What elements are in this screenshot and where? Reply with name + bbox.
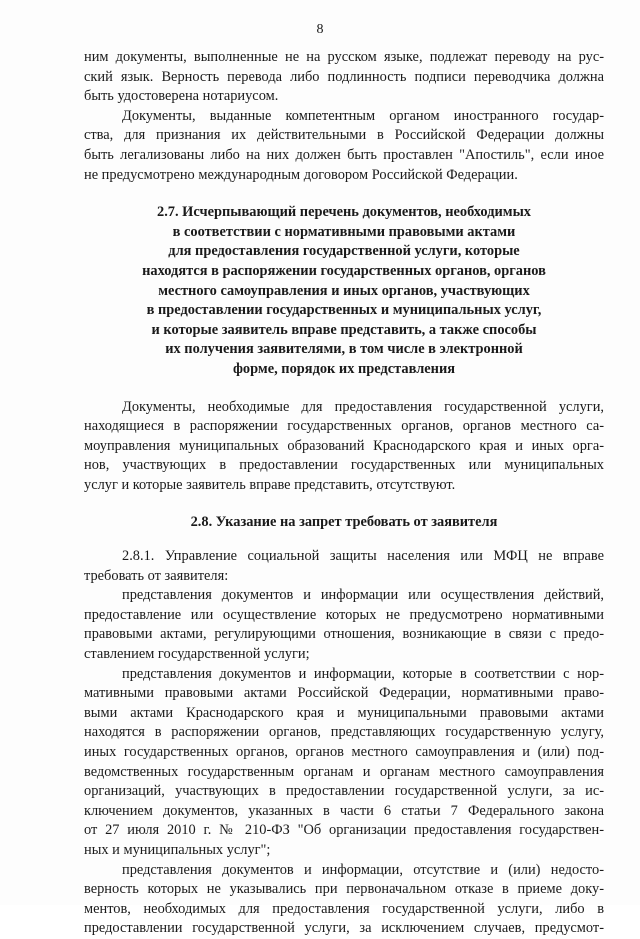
- text-line: ский язык. Верность перевода либо подлинность подписи переводчика должна: [84, 68, 604, 85]
- document-body: [84, 48, 604, 939]
- paragraph: [84, 48, 604, 107]
- text-line: не предусмотрено международным договором Российской Федерации.: [84, 166, 518, 183]
- heading-line: форме, порядок их представления: [232, 360, 456, 377]
- text-line: ведомственных государственным органам и органам местного самоуправления: [84, 763, 604, 780]
- text-line: 2.8.1. Управление социальной защиты населения или МФЦ не вправе: [122, 548, 604, 565]
- text-line: находящиеся в распоряжении государственных органов, органов местного са-: [84, 418, 604, 435]
- text-line: представления документов и информации, отсутствие и (или) недосто-: [122, 861, 604, 878]
- section-heading-2-8: [84, 513, 604, 533]
- paragraph: [84, 107, 604, 185]
- text-line: Документы, выданные компетентным органом иностранного государ-: [122, 107, 604, 124]
- text-line: нов, участвующих в предоставлении государственных или муниципальных: [84, 457, 604, 474]
- text-line: мативными правовыми актами Российской Федерации, нормативными право-: [84, 685, 604, 702]
- heading-line: в предоставлении государственных и муниципальных услуг,: [146, 302, 542, 319]
- paragraph: [84, 547, 604, 586]
- text-line: ства, для признания их действительными в Российской Федерации должны: [84, 127, 604, 144]
- page-number: 8: [316, 22, 324, 37]
- paragraph: [84, 861, 604, 939]
- heading-line: местного самоуправления и иных органов, участвующих: [158, 282, 530, 299]
- paragraph: [84, 665, 604, 861]
- text-line: предоставлении государственной услуги, за исключением случаев, предусмот-: [84, 920, 604, 937]
- text-line: организаций, участвующих в предоставлении государственной услуги, за ис-: [84, 783, 604, 800]
- text-line: верность которых не указывались при первоначальном отказе в приеме доку-: [84, 881, 604, 898]
- heading-line: находятся в распоряжении государственных органов, органов: [142, 262, 546, 279]
- text-line: выми актами Краснодарского края и муниципальными правовыми актами: [84, 704, 604, 721]
- heading-line: их получения заявителями, в том числе в электронной: [165, 341, 523, 358]
- text-line: представления документов и информации или осуществления действий,: [122, 587, 604, 604]
- text-line: предоставление или осуществление которых не предусмотрено нормативными: [84, 606, 604, 623]
- section-heading-2-7: [84, 203, 604, 379]
- heading-line: для предоставления государственной услуги, которые: [168, 243, 520, 260]
- text-line: Документы, необходимые для предоставления государственной услуги,: [122, 398, 604, 415]
- text-line: от 27 июля 2010 г. № 210-ФЗ "Об организации предоставления государствен-: [84, 822, 604, 839]
- text-line: ментов, необходимых для предоставления государственной услуги, либо в: [84, 900, 604, 917]
- text-line: быть удостоверена нотариусом.: [84, 88, 279, 105]
- text-line: ним документы, выполненные не на русском языке, подлежат переводу на рус-: [84, 49, 604, 65]
- text-line: иных государственных органов, органов местного самоуправления и (или) под-: [84, 744, 604, 760]
- text-line: услуг и которые заявитель вправе представить, отсутствуют.: [84, 476, 456, 493]
- text-line: требовать от заявителя:: [84, 567, 229, 584]
- text-line: представления документов и информации, которые в соответствии с нор-: [122, 665, 604, 682]
- paragraph: [84, 398, 604, 496]
- heading-line: в соответствии с нормативными правовыми актами: [172, 223, 516, 240]
- text-line: правовыми актами, регулирующими отношения, возникающие в связи с предо-: [84, 626, 604, 643]
- text-line: ных и муниципальных услуг";: [84, 841, 271, 858]
- text-line: ставлением государственной услуги;: [84, 646, 310, 663]
- text-line: ключением документов, указанных в части 6 статьи 7 Федерального закона: [84, 802, 604, 819]
- heading-line: 2.7. Исчерпывающий перечень документов, необходимых: [157, 204, 531, 221]
- text-line: находятся в распоряжении органов, представляющих государственную услугу,: [84, 724, 604, 741]
- text-line: быть легализованы либо на них должен быть проставлен "Апостиль", если иное: [84, 146, 604, 163]
- text-line: моуправления муниципальных образований Краснодарского края и иных орга-: [84, 437, 604, 454]
- heading-line: 2.8. Указание на запрет требовать от заявителя: [190, 514, 498, 531]
- paragraph: [84, 586, 604, 664]
- heading-line: и которые заявитель вправе представить, а также способы: [151, 321, 537, 338]
